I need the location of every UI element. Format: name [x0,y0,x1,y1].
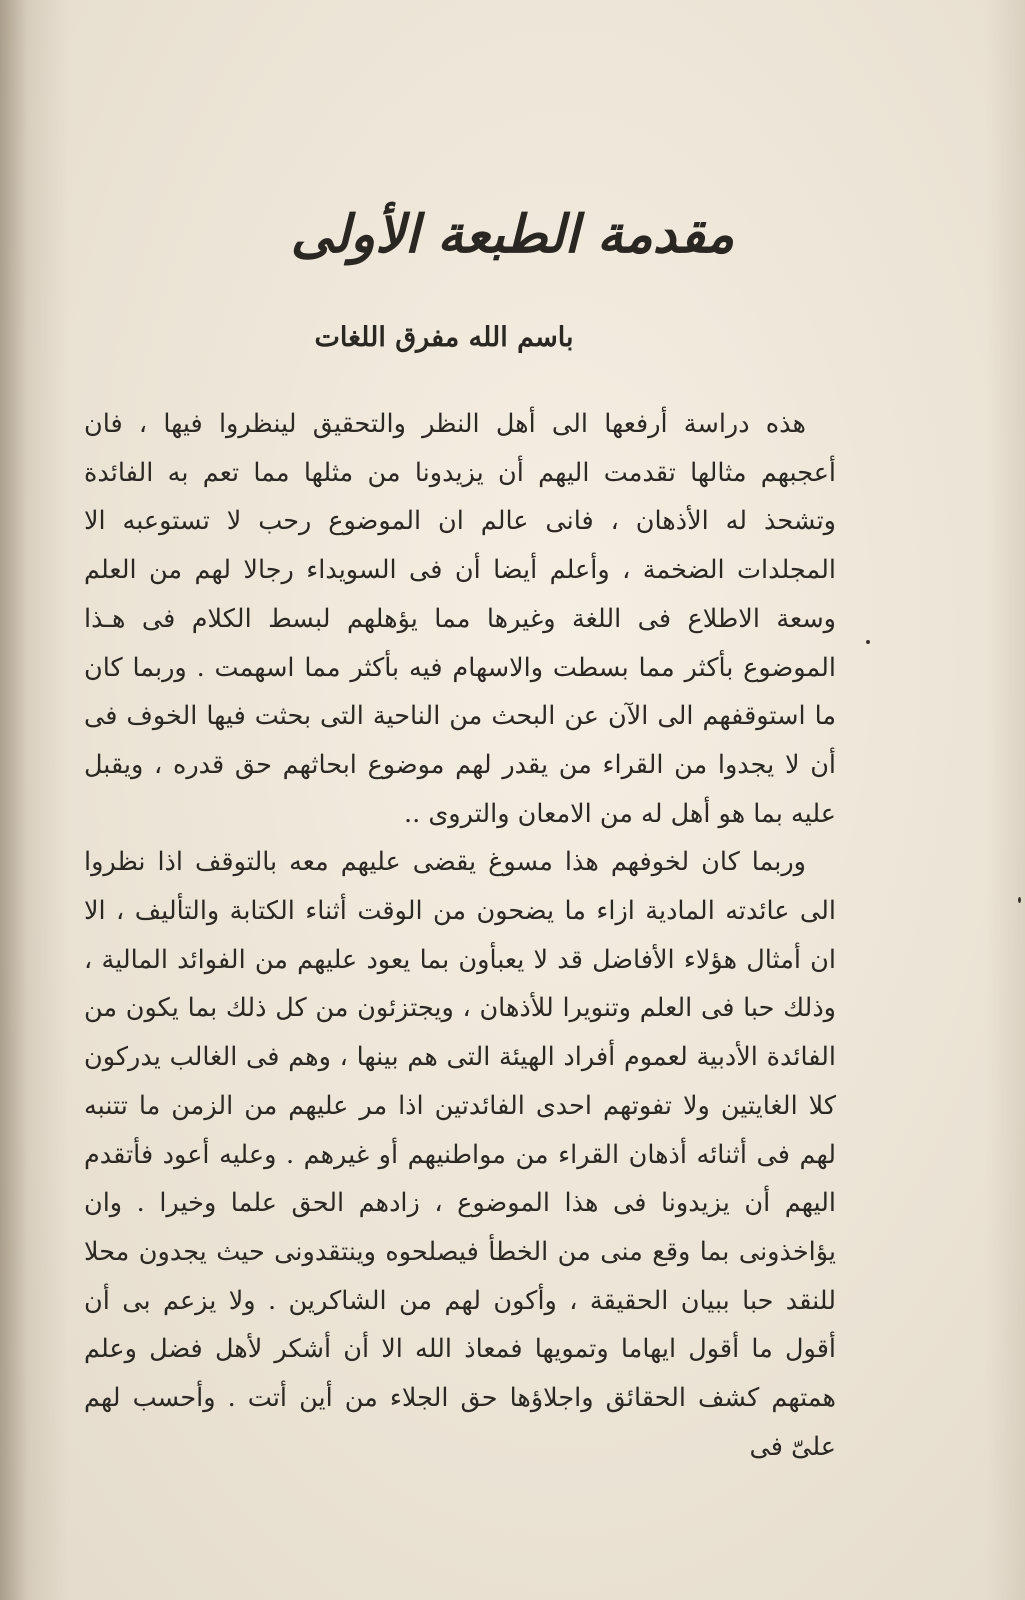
paragraph-2: وربما كان لخوفهم هذا مسوغ يقضى عليهم معه بالتوقف اذا نظروا الى عائدته المادية ازاء ما يضحون من الوقت أثناء الكتابة والتأليف ، الا ان أمثال هؤلاء الأفاضل قد لا يعبأون بما يعود عليهم من الفوائد المالية ، وذلك حبا فى العلم وتنويرا للأذهان ، ويجتزئون من كل ذلك بما يكون من الفائدة الأدبية لعموم أفراد الهيئة التى هم بينها ، وهم فى الغالب يدركون كلا الغايتين ولا تفوتهم احدى الفائدتين اذا مر عليهم من الزمن ما تتنبه لهم فى أثنائه أذهان القراء من مواطنيهم أو غيرهم . وعليه أعود فأتقدم اليهم أن يزيدونا فى هذا الموضوع ، زادهم الحق علما وخيرا . وان يؤاخذونى بما وقع منى من الخطأ فيصلحوه وينتقدونى حيث يجدون محلا للنقد حبا ببيان الحقيقة ، وأكون لهم من الشاكرين . ولا يزعم بى أن أقول ما أقول ايهاما وتمويها فمعاذ الله الا أن أشكر لأهل فضل وعلم همتهم كشف الحقائق واجلاؤها حق الجلاء من أين أتت . وأحسب لهم علىّ فى [84,847,836,1462]
body-text [84,400,836,1471]
ink-speck [1018,897,1021,903]
paragraph-1: هذه دراسة أرفعها الى أهل النظر والتحقيق لينظروا فيها ، فان أعجبهم مثالها تقدمت اليهم أن يزيدونا من مثلها مما تعم به الفائدة وتشحذ له الأذهان ، فانى عالم ان الموضوع رحب لا تستوعبه الا المجلدات الضخمة ، وأعلم أيضا أن فى السويداء رجالا لهم من العلم وسعة الاطلاع فى اللغة وغيرها مما يؤهلهم لبسط الكلام فى هـذا الموضوع بأكثر مما بسطت والاسهام فيه بأكثر مما اسهمت . وربما كان ما استوقفهم الى الآن عن البحث من الناحية التى بحثت فيها الخوف فى أن لا يجدوا من القراء من يقدر لهم موضوع ابحاثهم حق قدره ، ويقبل عليه بما هو أهل له من الامعان والتروى .. [84,409,836,829]
ink-speck [866,640,870,644]
page-title: مقدمة الطبعة الأولى [290,204,735,265]
bismillah-heading: باسم الله مفرق اللغات [314,322,574,353]
